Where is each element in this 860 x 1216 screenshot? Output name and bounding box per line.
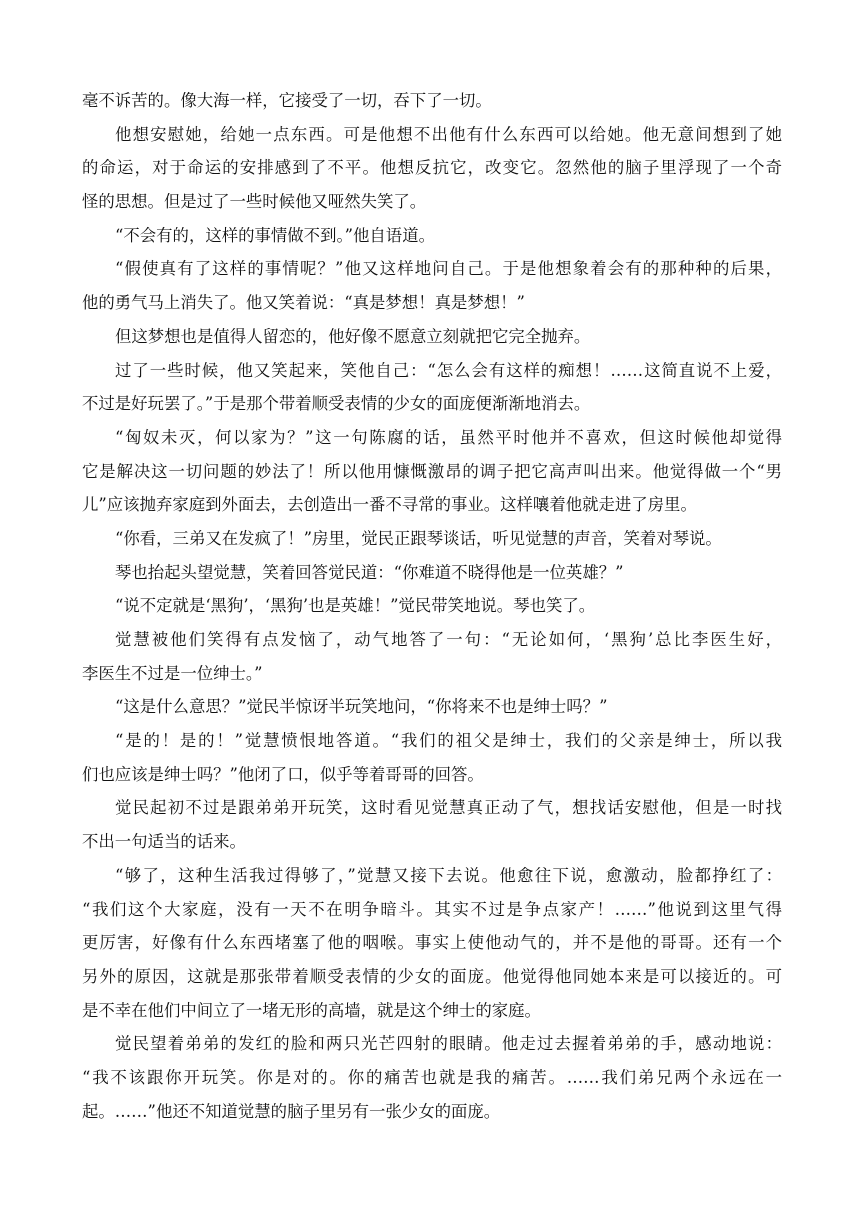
text-line: 不出一句适当的话来。 xyxy=(82,832,246,852)
text-line: 李医生不过是一位绅士。” xyxy=(82,663,263,683)
text-line: 觉民望着弟弟的发红的脸和两只光芒四射的眼睛。他走过去握着弟弟的手，感动地说： xyxy=(115,1034,782,1054)
text-line: 起。……”他还不知道觉慧的脑子里另有一张少女的面庞。 xyxy=(82,1101,501,1121)
text-line: “你看，三弟又在发疯了！”房里，觉民正跟琴谈话，听见觉慧的声音，笑着对琴说。 xyxy=(115,528,722,548)
text-line: 不过是好玩罢了。”于是那个带着顺受表情的少女的面庞便渐渐地消去。 xyxy=(82,394,591,414)
text-line: “是的！是的！”觉慧愤恨地答道。“我们的祖父是绅士，我们的父亲是绅士，所以我 xyxy=(115,731,782,751)
text-line: 他想安慰她，给她一点东西。可是他想不出他有什么东西可以给她。他无意间想到了她 xyxy=(115,124,782,144)
text-line: 们也应该是绅士吗？”他闭了口，似乎等着哥哥的回答。 xyxy=(82,764,484,784)
text-line: 觉民起初不过是跟弟弟开玩笑，这时看见觉慧真正动了气，想找话安慰他，但是一时找 xyxy=(115,798,782,818)
text-line: “说不定就是‘黑狗’，‘黑狗’也是英雄！”觉民带笑地说。琴也笑了。 xyxy=(115,596,596,616)
text-line: “这是什么意思？”觉民半惊讶半玩笑地问，“你将来不也是绅士吗？” xyxy=(115,697,608,717)
text-line: “不会有的，这样的事情做不到。”他自语道。 xyxy=(115,225,435,245)
text-line: 另外的原因，这就是那张带着顺受表情的少女的面庞。他觉得他同她本来是可以接近的。可 xyxy=(82,966,782,986)
text-line: 它是解决这一切问题的妙法了！所以他用慷慨激昂的调子把它高声叫出来。他觉得做一个“男 xyxy=(82,461,782,481)
text-line: 更厉害，好像有什么东西堵塞了他的咽喉。事实上使他动气的，并不是他的哥哥。还有一个 xyxy=(82,933,782,953)
text-line: “匈奴未灭，何以家为？”这一句陈腐的话，虽然平时他并不喜欢，但这时候他却觉得 xyxy=(115,427,782,447)
text-line: “够了，这种生活我过得够了，”觉慧又接下去说。他愈往下说，愈激动，脸都挣红了： xyxy=(115,865,782,885)
text-line: 儿”应该抛弃家庭到外面去，去创造出一番不寻常的事业。这样嚷着他就走进了房里。 xyxy=(82,495,697,515)
text-line: 但这梦想也是值得人留恋的，他好像不愿意立刻就把它完全抛弃。 xyxy=(115,326,591,346)
text-line: 琴也抬起头望觉慧，笑着回答觉民道：“你难道不晓得他是一位英雄？” xyxy=(115,562,624,582)
text-line: 的命运，对于命运的安排感到了不平。他想反抗它，改变它。忽然他的脑子里浮现了一个奇 xyxy=(82,158,782,178)
document-body xyxy=(82,84,782,1128)
text-line: 毫不诉苦的。像大海一样，它接受了一切，吞下了一切。 xyxy=(82,91,492,110)
text-line: “我们这个大家庭，没有一天不在明争暗斗。其实不过是争点家产！……”他说到这里气得 xyxy=(82,899,782,919)
text-line: “假使真有了这样的事情呢？”他又这样地问自己。于是他想象着会有的那种种的后果， xyxy=(115,259,782,279)
text-line: “我不该跟你开玩笑。你是对的。你的痛苦也就是我的痛苦。……我们弟兄两个永远在一 xyxy=(82,1067,782,1087)
text-line: 怪的思想。但是过了一些时候他又哑然失笑了。 xyxy=(82,192,427,212)
text-line: 过了一些时候，他又笑起来，笑他自己：“怎么会有这样的痴想！……这简直说不上爱， xyxy=(115,360,782,380)
text-line: 觉慧被他们笑得有点发恼了，动气地答了一句：“无论如何，‘黑狗’总比李医生好， xyxy=(115,630,782,649)
text-line: 他的勇气马上消失了。他又笑着说：“真是梦想！真是梦想！” xyxy=(82,293,525,313)
text-line: 是不幸在他们中间立了一堵无形的高墙，就是这个绅士的家庭。 xyxy=(82,1000,541,1020)
